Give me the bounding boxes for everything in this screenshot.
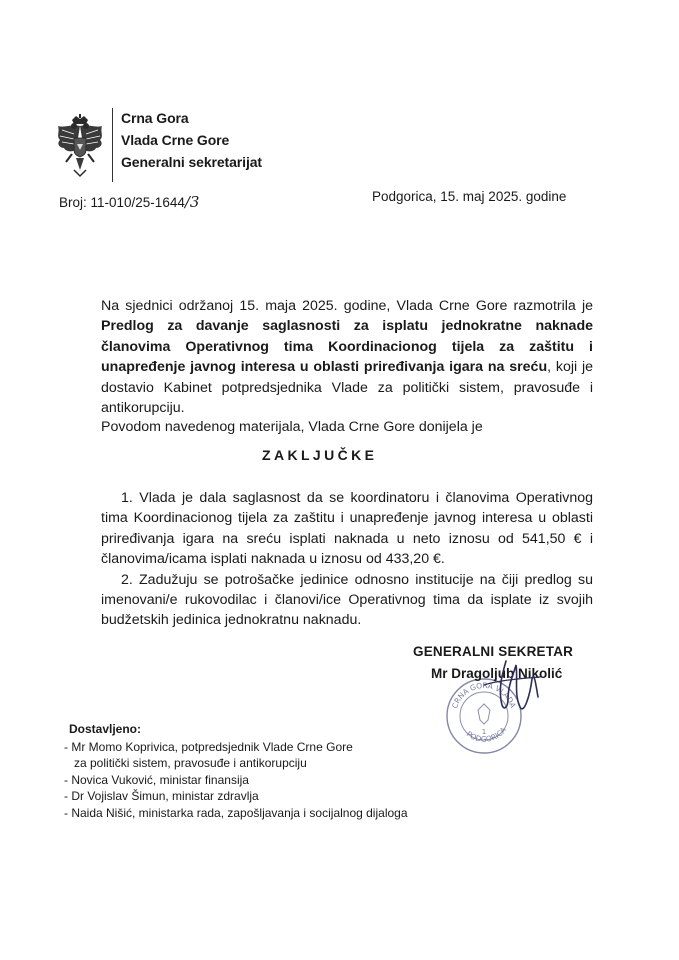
- signatory-title: GENERALNI SEKRETAR: [413, 644, 574, 659]
- distribution-item: - Mr Momo Koprivica, potpredsjednik Vlade Crne Gore: [64, 740, 353, 754]
- header-secretariat: Generalni sekretarijat: [121, 154, 262, 170]
- header-divider: [112, 108, 113, 182]
- handwritten-signature-icon: [444, 655, 554, 725]
- reference-number-text: Broj: 11-010/25-1644: [59, 195, 185, 210]
- header-country: Crna Gora: [121, 110, 189, 126]
- signatory-name: Mr Dragoljub Nikolić: [431, 666, 563, 681]
- distribution-label: Dostavljeno:: [69, 722, 142, 736]
- conclusions-list: [101, 488, 593, 631]
- svg-text:PODGORICA: [465, 725, 509, 744]
- distribution-list: [64, 739, 408, 821]
- distribution-item: za politički sistem, pravosuđe i antikorupciju: [64, 756, 307, 771]
- conclusion-item-2: 2. Zadužuju se potrošačke jedinice odnosno institucije na čiji predlog su imenovani/e rukovodilac i članovi/ice Operativnog tima da isplate iz svojih budžetskih jedinica jednokratnu naknadu.: [101, 571, 593, 629]
- stamp-bottom-text: PODGORICA: [464, 725, 509, 744]
- intro-paragraph: [101, 296, 593, 418]
- reference-number: [59, 193, 199, 211]
- stamp-top-text: CRNA GORA VLADA: [450, 680, 518, 710]
- distribution-item: - Naida Nišić, ministarka rada, zapošljavanja i socijalnog dijaloga: [64, 805, 408, 820]
- conclusions-heading: ZAKLJUČKE: [262, 447, 378, 463]
- intro-end-text: , koji je dostavio Kabinet potpredsjednika Vlade za politički sistem, pravosuđe i antikorupciju.: [101, 359, 593, 417]
- coat-of-arms-icon: [52, 114, 108, 178]
- proposal-title: Predlog za davanje saglasnosti za isplatu jednokratne naknade članovima Operativnog tima Koordinacionog tijela za zaštitu i unapređenje javnog interesa u oblasti priređivanja igara na sreću: [101, 318, 593, 376]
- distribution-item: - Novica Vuković, ministar finansija: [64, 772, 249, 787]
- header-government: Vlada Crne Gore: [121, 132, 230, 148]
- place-date: Podgorica, 15. maj 2025. godine: [372, 189, 567, 204]
- distribution-item: - Dr Vojislav Šimun, ministar zdravlja: [64, 789, 259, 804]
- conclusion-item-1: 1. Vlada je dala saglasnost da se koordinatoru i članovima Operativnog tima Koordinacionog tijela za zaštitu i unapređenje javnog interesa u oblasti priređivanja igara na sreću isplati naknada u neto iznosu od 541,50 € i članovima/icama isplati naknada u iznosu od 433,20 €.: [101, 490, 593, 568]
- stamp-number: 1: [481, 728, 487, 736]
- reference-handwritten-suffix: /3: [184, 193, 200, 211]
- intro-text: Na sjednici održanoj 15. maja 2025. godine, Vlada Crne Gore razmotrila je: [101, 298, 593, 314]
- conclusion-intro: Povodom navedenog materijala, Vlada Crne Gore donijela je: [101, 419, 483, 435]
